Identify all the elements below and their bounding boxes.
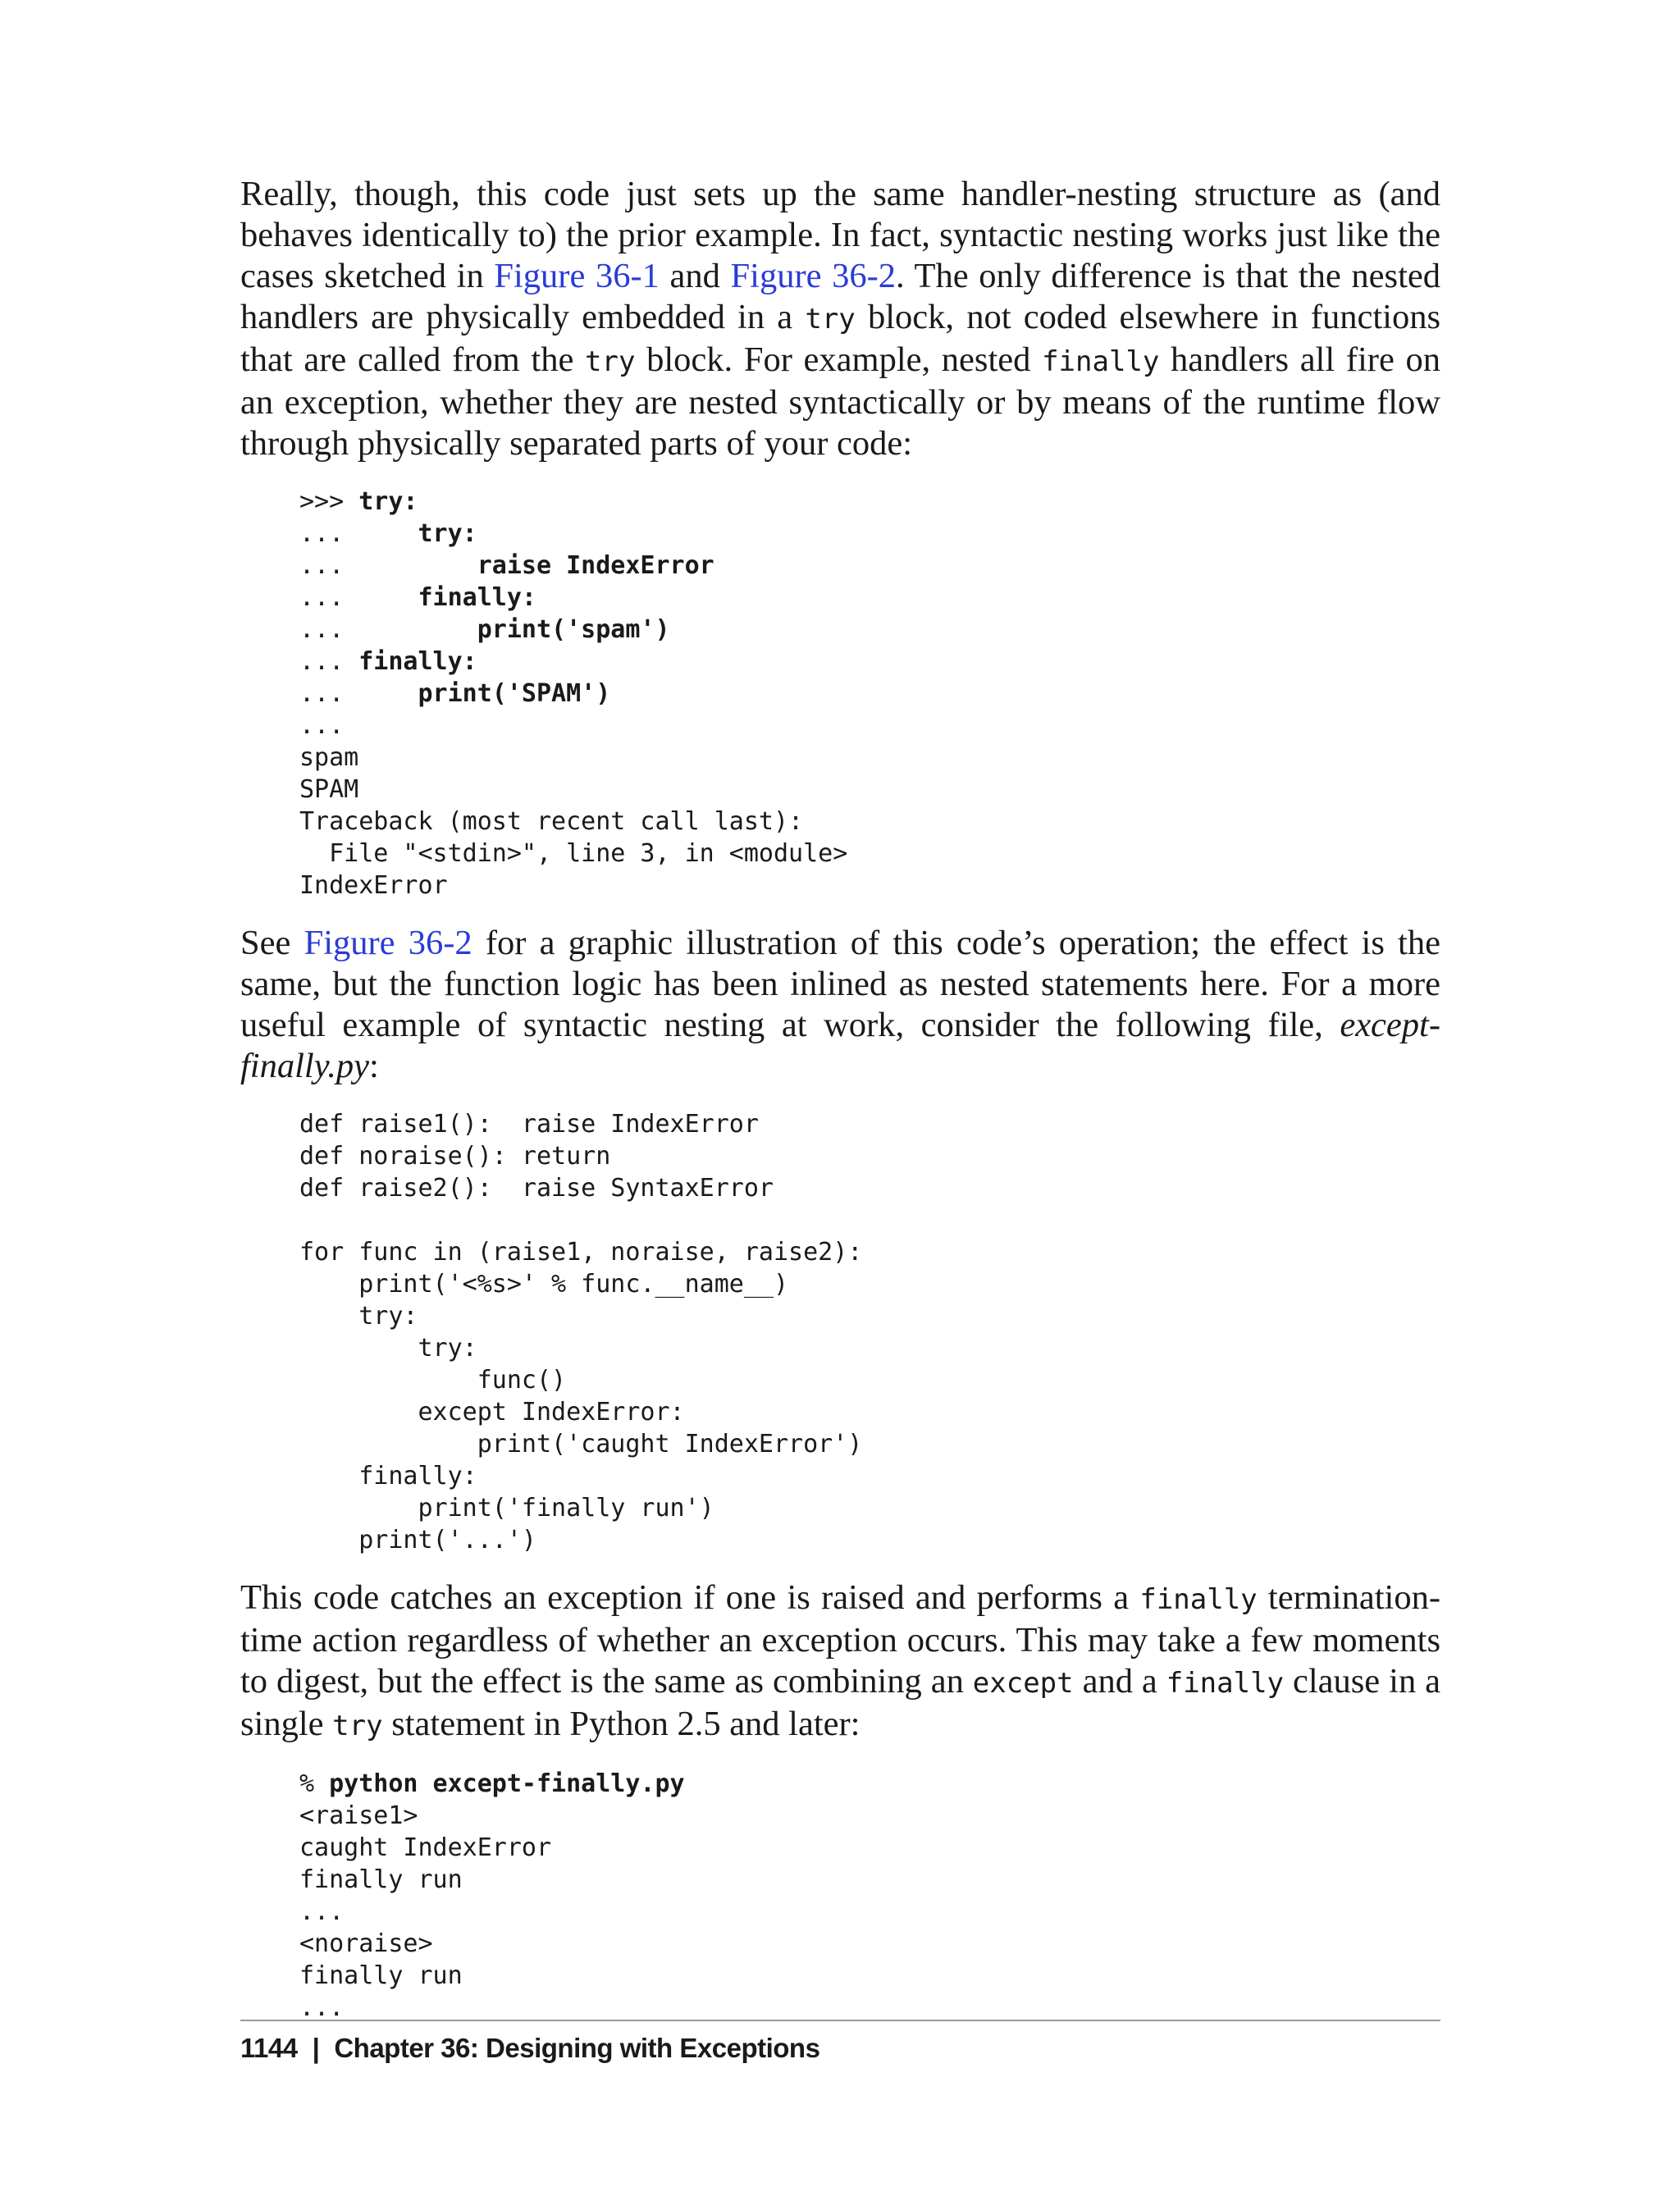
code-input: print('spam')	[477, 615, 670, 644]
figure-36-1-link[interactable]: Figure 36-1	[494, 257, 660, 295]
text: termination-time action regardless of whether an exception occurs. This may take a few moments to digest, but the effect is the same as combining an	[240, 1578, 1440, 1701]
figure-36-2-link[interactable]: Figure 36-2	[304, 924, 472, 962]
page-footer	[240, 2020, 1440, 2064]
prompt: ...	[299, 583, 418, 612]
code-input: print('SPAM')	[418, 679, 611, 708]
inline-code: try	[332, 1710, 383, 1742]
prompt: >>>	[299, 487, 359, 516]
text: and	[659, 257, 731, 295]
code-input: try:	[358, 487, 418, 516]
shell-prompt: %	[299, 1769, 330, 1798]
code-input: try:	[418, 519, 477, 548]
page-body	[240, 174, 1440, 2024]
page-number: 1144	[240, 2033, 298, 2063]
prompt: ...	[299, 647, 359, 676]
text: :	[369, 1047, 379, 1085]
text: See	[240, 924, 304, 962]
code-block-run-output	[299, 1768, 1440, 2024]
text: handlers all fire on an exception, whether they are nested syntactically or by means of the runtime flow through physically separated parts of your code:	[240, 340, 1441, 463]
inline-code: finally	[1042, 345, 1160, 378]
inline-code: finally	[1166, 1667, 1285, 1700]
text: This code catches an exception if one is raised and performs a	[240, 1578, 1140, 1617]
paragraph-1	[240, 174, 1440, 464]
text: clause in a single	[240, 1662, 1441, 1743]
command-output: <raise1> caught IndexError finally run ... <noraise> finally run ...	[299, 1801, 552, 2022]
text: Really, though, this code just sets up the same handler-nesting structure as (and behaves identically to) the prior example. In fact, syntactic nesting works just like the cases sketched in	[240, 175, 1440, 295]
code-block-except-finally: def raise1(): raise IndexError def noraise(): return def raise2(): raise SyntaxError for func in (raise1, noraise, raise2): print('<%s>' % func.__name__) try: try: func() except IndexError: print('caught IndexError') finally: print('finally run') print('...')	[299, 1110, 863, 1554]
figure-36-2-link[interactable]: Figure 36-2	[730, 257, 897, 295]
prompt: ...	[299, 551, 477, 580]
filename: except-finally.py	[240, 1006, 1440, 1085]
code-input: finally:	[358, 647, 477, 676]
inline-code: finally	[1139, 1583, 1258, 1616]
inline-code: try	[805, 303, 856, 336]
code-output: ... spam SPAM Traceback (most recent call last): File "<stdin>", line 3, in <module> IndexError	[299, 711, 848, 900]
inline-code: except	[972, 1667, 1074, 1700]
code-block-nested-try	[299, 486, 1440, 902]
shell-command: python except-finally.py	[329, 1769, 685, 1798]
code-input: raise IndexError	[477, 551, 714, 580]
text: and a	[1073, 1662, 1166, 1701]
prompt: ...	[299, 679, 418, 708]
code-input: finally:	[418, 583, 536, 612]
chapter-title: Chapter 36: Designing with Exceptions	[334, 2033, 820, 2063]
text: block. For example, nested	[635, 340, 1043, 379]
text: . The only difference is that the nested handlers are physically embedded in a	[240, 257, 1440, 336]
prompt: ...	[299, 615, 477, 644]
text: for a graphic illustration of this code’s operation; the effect is the same, but the function logic has been inlined as nested statements here. For a more useful example of syntactic nesting at work, consider the following file,	[240, 924, 1440, 1044]
text: block, not coded elsewhere in functions that are called from the	[240, 298, 1440, 379]
paragraph-2	[240, 923, 1440, 1087]
text: statement in Python 2.5 and later:	[382, 1705, 861, 1743]
footer-separator: |	[312, 2033, 320, 2063]
prompt: ...	[299, 519, 418, 548]
paragraph-3	[240, 1577, 1440, 1746]
inline-code: try	[585, 345, 636, 378]
